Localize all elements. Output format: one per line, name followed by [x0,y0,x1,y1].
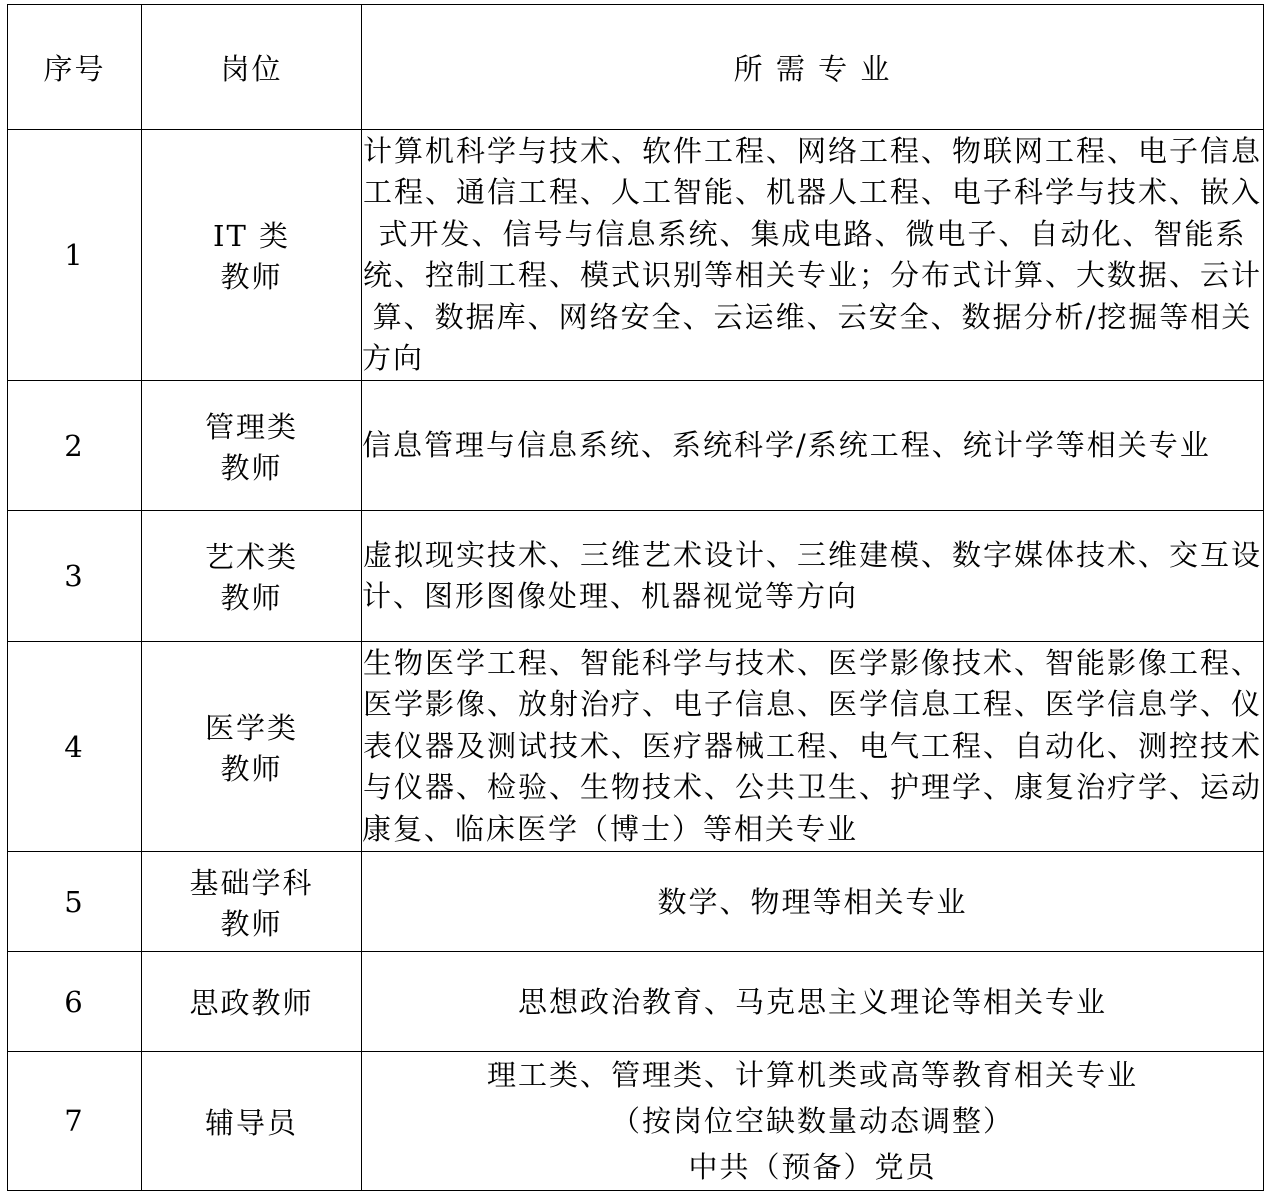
position-line: 教师 [220,581,283,615]
position-cell: 辅导员 [142,1052,362,1191]
position-line: 教师 [220,751,283,786]
position-line: 艺术类 [204,540,298,574]
header-majors: 所 需 专 业 [362,5,1264,130]
majors-line: 中共（预备）党员 [688,1150,937,1184]
position-line: 基础学科 [189,865,314,900]
table-row [8,852,1264,952]
table-row [8,642,1264,852]
position-cell [142,852,362,952]
table-header-row [8,5,1264,130]
row-number: 7 [8,1052,142,1191]
position-cell: 思政教师 [142,952,362,1052]
row-number: 1 [8,130,142,381]
table-row [8,952,1264,1052]
majors-cell: 信息管理与信息系统、系统科学/系统工程、统计学等相关专业 [362,381,1264,511]
majors-cell [362,1052,1264,1191]
position-line: 教师 [220,450,283,485]
row-number: 4 [8,642,142,852]
position-cell [142,642,362,852]
position-cell [142,511,362,642]
position-line: 教师 [220,906,283,941]
majors-cell: 思想政治教育、马克思主义理论等相关专业 [362,952,1264,1052]
header-no: 序号 [8,5,142,130]
position-cell [142,381,362,511]
position-line: 教师 [220,260,283,294]
position-line: 管理类 [204,409,298,444]
position-line: IT 类 [212,219,291,253]
majors-cell: 虚拟现实技术、三维艺术设计、三维建模、数字媒体技术、交互设计、图形图像处理、机器视觉等方向 [362,511,1264,642]
row-number: 6 [8,952,142,1052]
majors-cell: 计算机科学与技术、软件工程、网络工程、物联网工程、电子信息工程、通信工程、人工智能、机器人工程、电子科学与技术、嵌入式开发、信号与信息系统、集成电路、微电子、自动化、智能系统、控制工程、模式识别等相关专业；分布式计算、大数据、云计算、数据库、网络安全、云运维、云安全、数据分析/挖掘等相关方向 [362,130,1264,381]
majors-line: （按岗位空缺数量动态调整） [610,1104,1014,1138]
table-row [8,1052,1264,1191]
majors-cell: 生物医学工程、智能科学与技术、医学影像技术、智能影像工程、医学影像、放射治疗、电子信息、医学信息工程、医学信息学、仪表仪器及测试技术、医疗器械工程、电气工程、自动化、测控技术与仪器、检验、生物技术、公共卫生、护理学、康复治疗学、运动康复、临床医学（博士）等相关专业 [362,642,1264,852]
position-line: 医学类 [204,710,298,745]
table-row [8,130,1264,381]
majors-line: 理工类、管理类、计算机类或高等教育相关专业 [486,1058,1138,1092]
majors-table [7,4,1264,1191]
position-cell [142,130,362,381]
table-row [8,381,1264,511]
header-position: 岗位 [142,5,362,130]
table-row [8,511,1264,642]
row-number: 2 [8,381,142,511]
row-number: 3 [8,511,142,642]
row-number: 5 [8,852,142,952]
majors-cell: 数学、物理等相关专业 [362,852,1264,952]
